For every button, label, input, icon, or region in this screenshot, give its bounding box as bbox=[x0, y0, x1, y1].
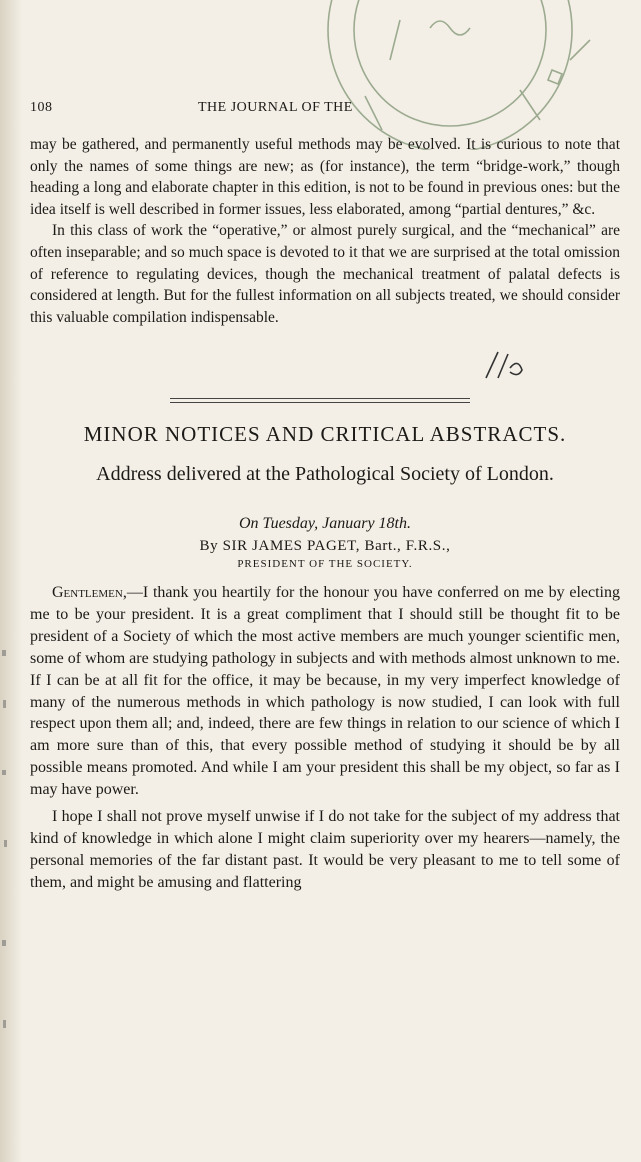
address-paragraph-2: I hope I shall not prove myself unwise if I do not take for the subject of my address that kind of knowledge in which alone I might claim superiority over my hearers—namely, the personal memories of the far distant past. It would be very pleasant to me to tell some of them, and might be amusing and flattering bbox=[30, 808, 620, 891]
running-title: THE JOURNAL OF THE bbox=[198, 100, 353, 115]
intro-paragraph-2: In this class of work the “operative,” or almost purely surgical, and the “mechanical” are often inseparable; and so much space is devoted to it that we are surprised at the total omission of reference to regulating devices, though the mechanical treatment of palatal defects is considered at length. But for the fullest information on all subjects treated, we should consider this valuable compilation indispensable. bbox=[30, 222, 620, 326]
library-stamp-icon bbox=[290, 0, 641, 150]
section-divider-second bbox=[170, 402, 470, 403]
address-date: On Tuesday, January 18th. bbox=[239, 515, 411, 532]
intro-paragraph-1: may be gathered, and permanently useful methods may be evolved. It is curious to note that only the names of some things are new; as (for instance), the term “bridge-work,” though heading a long and elaborate chapter in this edition, is not to be found in previous ones: but the idea itself is well described in former issues, less elaborated, among “partial dentures,” &c. bbox=[30, 136, 620, 218]
section-title: MINOR NOTICES AND CRITICAL ABSTRACTS. bbox=[83, 422, 567, 446]
handwritten-mark-icon bbox=[478, 350, 538, 380]
running-header bbox=[30, 100, 620, 124]
salutation: Gentlemen, bbox=[52, 584, 127, 601]
margin-ink-marks bbox=[0, 640, 20, 1120]
address-paragraph-1: Gentlemen,—I thank you heartily for the honour you have conferred on me by electing me to be your president. It is a great compliment that I should still be thought fit to be president of a Society of which the most active members are much younger scientific men, some of whom are studying pathology in subjects and with methods almost unknown to me. If I can be at all fit for the office, it may be because, in my very imperfect knowledge of many of the numerous methods in which pathology is now studied, I can look with full respect upon them all; and, indeed, there are few things in relation to our science of which I am more sure than of this, that every possible method of studying it should be by all possible means promoted. And while I am your president this shall be my object, so far as I may have power. bbox=[30, 584, 620, 799]
address-author: By SIR JAMES PAGET, Bart., F.R.S., bbox=[199, 538, 451, 554]
author-position: PRESIDENT OF THE SOCIETY. bbox=[237, 558, 413, 570]
section-divider bbox=[170, 398, 470, 399]
intro-text bbox=[30, 134, 620, 328]
address-text bbox=[30, 582, 620, 899]
page-number: 108 bbox=[30, 100, 53, 115]
address-title: Address delivered at the Pathological Society of London. bbox=[96, 463, 554, 485]
